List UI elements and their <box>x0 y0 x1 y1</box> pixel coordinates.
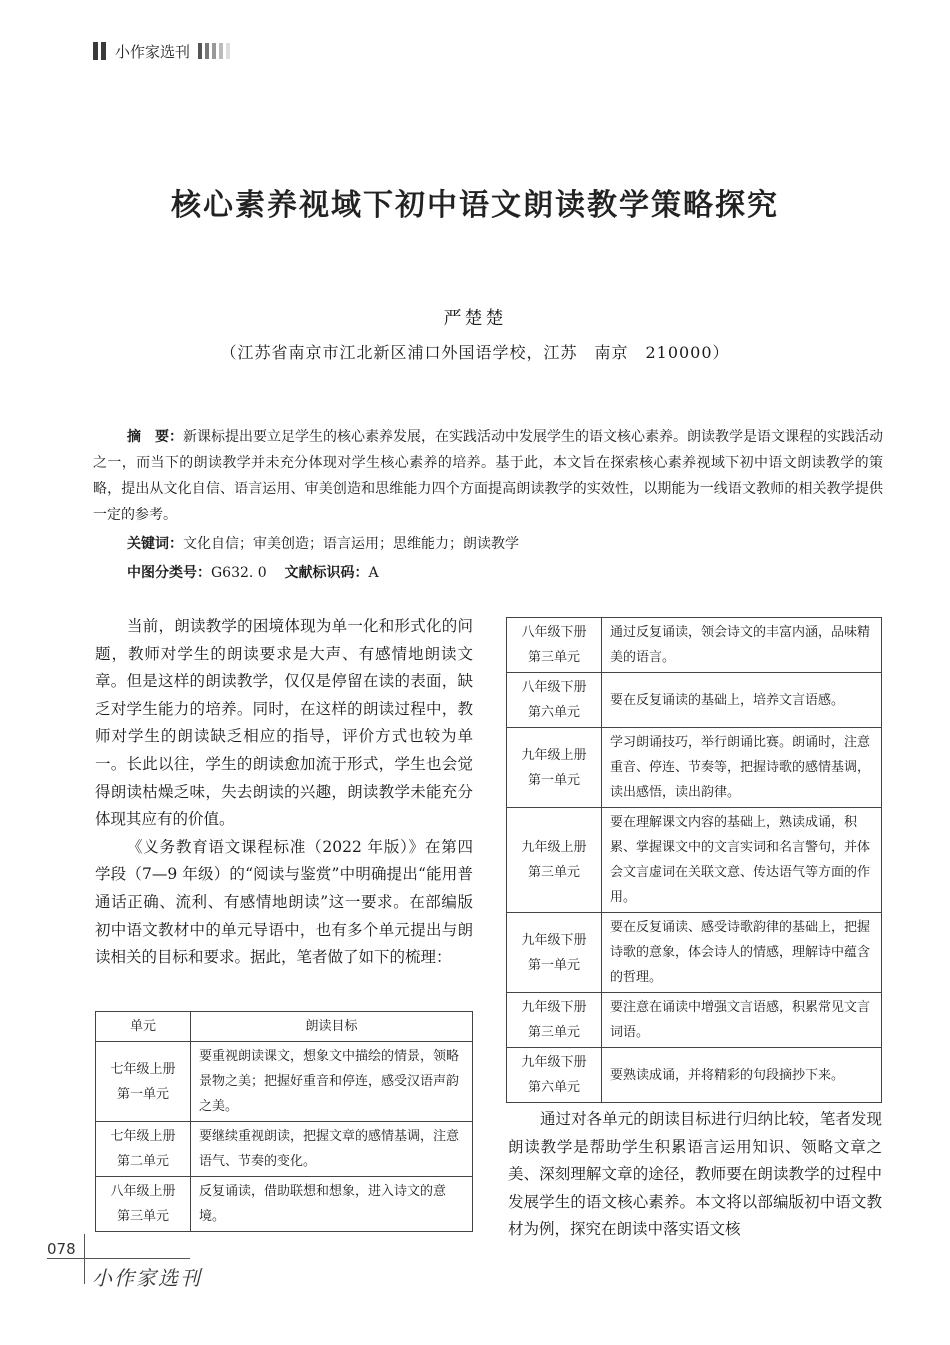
table-cell-unit: 九年级下册 第一单元 <box>507 913 602 993</box>
footer-divider-vertical <box>84 1234 85 1284</box>
table-header-goal: 朗读目标 <box>191 1012 473 1042</box>
page-number: 078 <box>47 1240 76 1258</box>
header-bar-icon <box>101 42 106 60</box>
keywords-label: 关键词： <box>127 536 183 552</box>
abstract-label: 摘 要： <box>127 429 183 445</box>
clc-value: G632. 0 <box>211 565 267 581</box>
table-cell-unit: 七年级上册 第二单元 <box>96 1122 191 1177</box>
table-cell-goal: 要在理解课文内容的基础上，熟读成诵，积累、掌握课文中的文言实词和名言警句，并体会文言虚词在关联文意、传达语气等方面的作用。 <box>602 808 882 913</box>
header-gradient-bars-icon <box>198 43 233 59</box>
keywords <box>127 533 519 553</box>
table-cell-goal: 要在反复诵读的基础上，培养文言语感。 <box>602 673 882 728</box>
table-cell-goal: 学习朗诵技巧，举行朗诵比赛。朗诵时，注意重音、停连、节奏等，把握诗歌的感情基调，读出感悟，读出韵律。 <box>602 728 882 808</box>
body-paragraph-2: 《义务教育语文课程标准（2022 年版）》在第四学段（7—9 年级）的“阅读与鉴赏”中明确提出“能用普通话正确、流利、有感情地朗读”这一要求。在部编版初中语文教材中的单元导语中，也有多个单元提出与朗读相关的目标和要求。据此，笔者做了如下的梳理： <box>95 837 473 967</box>
table-cell-unit: 七年级上册 第一单元 <box>96 1042 191 1122</box>
journal-name: 小作家选刊 <box>115 42 191 61</box>
table-row <box>507 673 882 728</box>
table-row <box>507 808 882 913</box>
table-cell-goal: 反复诵读，借助联想和想象，进入诗文的意境。 <box>191 1177 473 1232</box>
doc-code-value: A <box>368 565 379 581</box>
doc-code-label: 文献标识码： <box>284 565 369 581</box>
table-cell-unit: 八年级上册 第三单元 <box>96 1177 191 1232</box>
classification <box>127 562 379 582</box>
table-cell-unit: 九年级下册 第六单元 <box>507 1048 602 1103</box>
author-name: 严楚楚 <box>443 308 507 329</box>
journal-logo: 小作家选刊 <box>92 1266 202 1290</box>
reading-goals-table-part1 <box>95 1011 473 1232</box>
table-cell-goal: 要熟读成诵，并将精彩的句段摘抄下来。 <box>602 1048 882 1103</box>
footer-divider-horizontal <box>47 1258 190 1259</box>
article-title: 核心素养视域下初中语文朗读教学策略探究 <box>171 188 779 223</box>
table-row <box>507 1048 882 1103</box>
right-column <box>508 1106 882 1244</box>
abstract <box>93 424 883 528</box>
body-paragraph-1: 当前，朗读教学的困境体现为单一化和形式化的问题，教师对学生的朗读要求是大声、有感情地朗读文章。但是这样的朗读教学，仅仅是停留在读的表面，缺乏对学生能力的培养。同时，在这样的朗读过程中，教师对学生的朗读缺乏相应的指导，评价方式也较为单一。长此以往，学生的朗读愈加流于形式，学生也会觉得朗读枯燥乏味，失去朗读的兴趣，朗读教学未能充分体现其应有的价值。 <box>95 617 473 829</box>
table-cell-goal: 要注意在诵读中增强文言语感，积累常见文言词语。 <box>602 993 882 1048</box>
table-cell-goal: 要重视朗读课文，想象文中描绘的情景，领略景物之美；把握好重音和停连，感受汉语声韵之美。 <box>191 1042 473 1122</box>
table-cell-goal: 要继续重视朗读，把握文章的感情基调，注意语气、节奏的变化。 <box>191 1122 473 1177</box>
table-cell-unit: 八年级下册 第六单元 <box>507 673 602 728</box>
table-row <box>507 993 882 1048</box>
table-cell-goal: 通过反复诵读，领会诗文的丰富内涵，品味精美的语言。 <box>602 618 882 673</box>
author-affiliation: （江苏省南京市江北新区浦口外国语学校，江苏 南京 210000） <box>220 343 730 362</box>
table-row <box>96 1042 473 1122</box>
left-column <box>95 613 473 972</box>
table-row <box>96 1177 473 1232</box>
running-header <box>93 40 233 62</box>
table-row <box>507 913 882 993</box>
table-header-row <box>96 1012 473 1042</box>
table-cell-unit: 九年级下册 第三单元 <box>507 993 602 1048</box>
table-cell-unit: 八年级下册 第三单元 <box>507 618 602 673</box>
table-cell-unit: 九年级上册 第一单元 <box>507 728 602 808</box>
table-header-unit: 单元 <box>96 1012 191 1042</box>
table-row <box>507 728 882 808</box>
reading-goals-table-part2 <box>506 617 882 1103</box>
header-bar-icon <box>93 42 98 60</box>
clc-label: 中图分类号： <box>127 565 211 581</box>
table-cell-goal: 要在反复诵读、感受诗歌韵律的基础上，把握诗歌的意象，体会诗人的情感，理解诗中蕴含的哲理。 <box>602 913 882 993</box>
body-paragraph-3: 通过对各单元的朗读目标进行归纳比较，笔者发现朗读教学是帮助学生积累语言运用知识、领略文章之美、深刻理解文章的途径，教师要在朗读教学的过程中发展学生的语文核心素养。本文将以部编版初中语文教材为例，探究在朗读中落实语文核 <box>508 1110 882 1239</box>
table-row <box>507 618 882 673</box>
abstract-text: 新课标提出要立足学生的核心素养发展，在实践活动中发展学生的语文核心素养。朗读教学是语文课程的实践活动之一，而当下的朗读教学并未充分体现对学生核心素养的培养。基于此，本文旨在探索核心素养视域下初中语文朗读教学的策略，提出从文化自信、语言运用、审美创造和思维能力四个方面提高朗读教学的实效性，以期能为一线语文教师的相关教学提供一定的参考。 <box>93 429 883 523</box>
table-cell-unit: 九年级上册 第三单元 <box>507 808 602 913</box>
table-row <box>96 1122 473 1177</box>
keywords-text: 文化自信；审美创造；语言运用；思维能力；朗读教学 <box>183 536 519 552</box>
